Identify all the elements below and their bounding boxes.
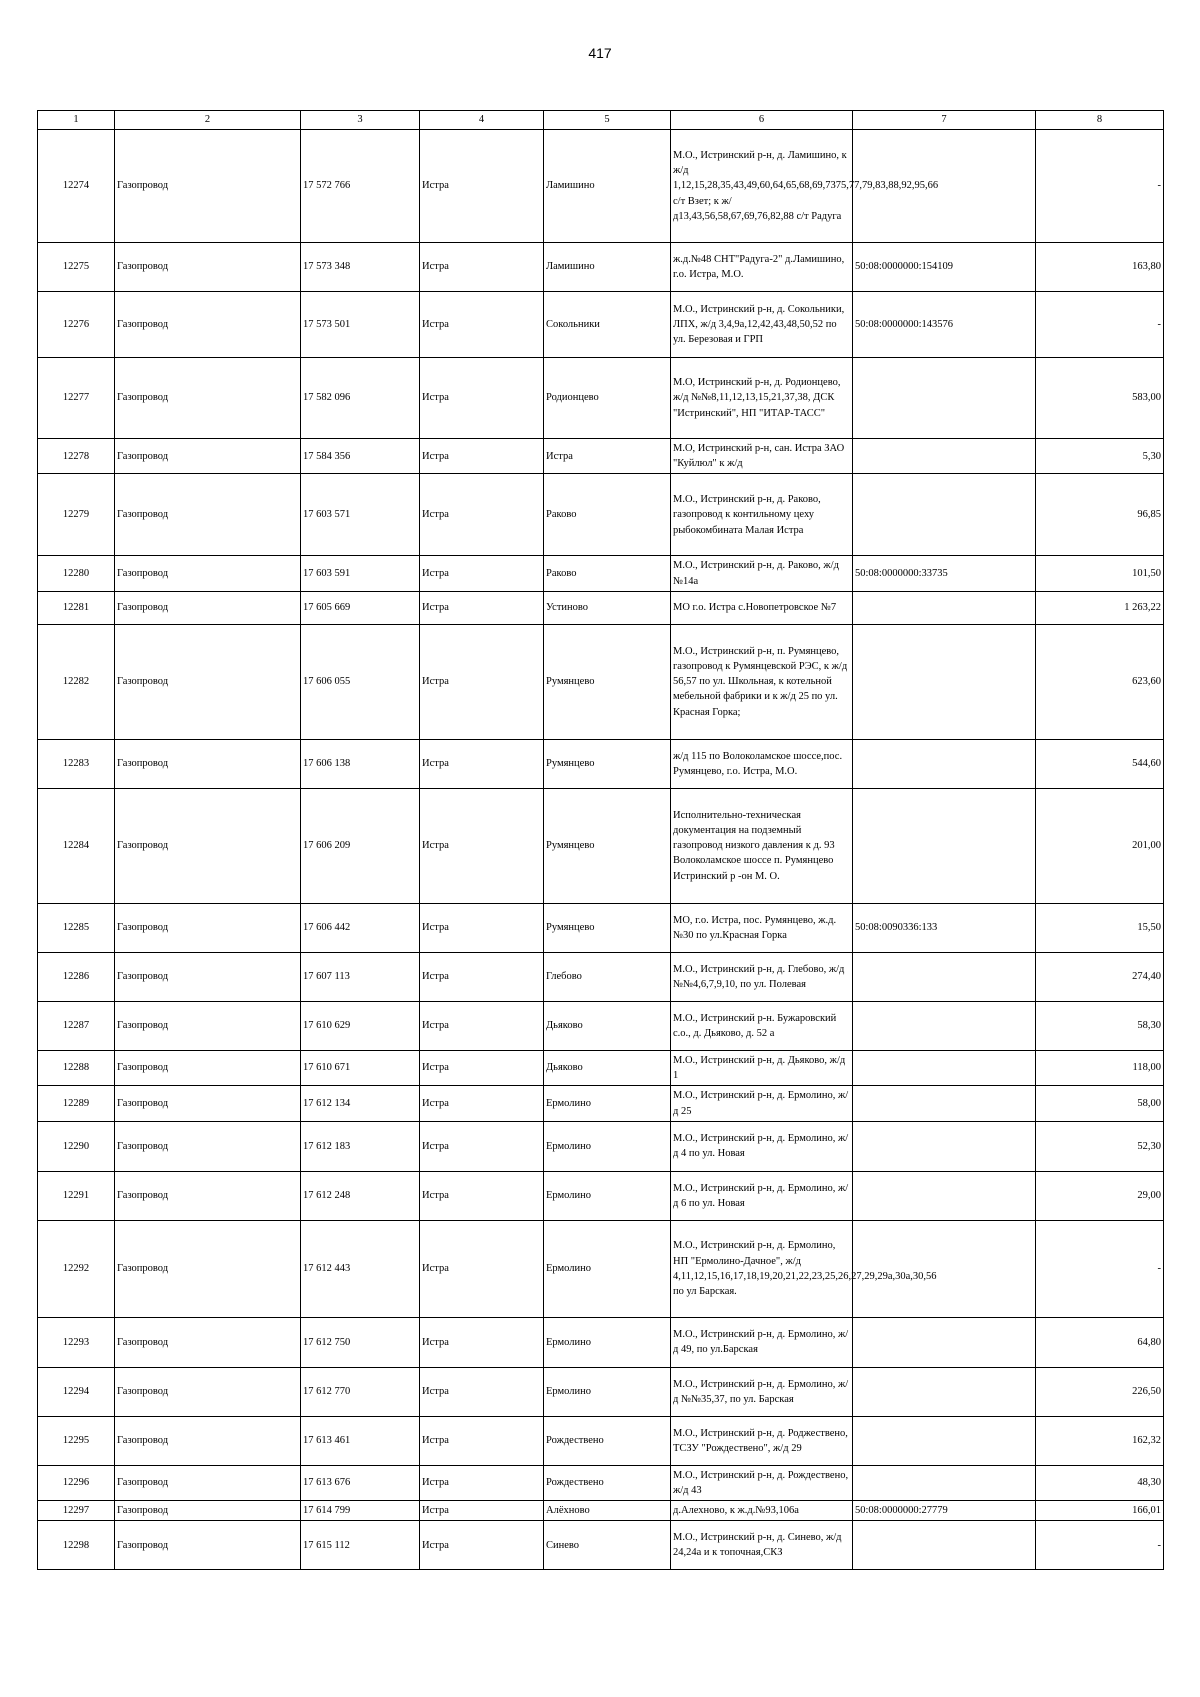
row-number-cell: 12278 <box>38 439 115 474</box>
address-cell: М.О, Истринский р-н, сан. Истра ЗАО "Куйлюл" к ж/д <box>671 439 853 474</box>
district-cell: Истра <box>420 1220 544 1317</box>
object-code-cell: 17 612 248 <box>301 1171 420 1220</box>
amount-cell: 64,80 <box>1036 1317 1164 1367</box>
row-number-cell: 12283 <box>38 739 115 788</box>
cadastral-number-cell: 50:08:0090336:133 <box>853 903 1036 952</box>
table-row <box>38 1171 1164 1220</box>
table-row <box>38 1001 1164 1050</box>
object-code-cell: 17 573 501 <box>301 292 420 358</box>
district-cell: Истра <box>420 1050 544 1085</box>
table-row <box>38 1367 1164 1416</box>
locality-cell: Рождествено <box>544 1416 671 1465</box>
registry-table <box>37 110 1164 1570</box>
table-row <box>38 243 1164 292</box>
row-number-cell: 12297 <box>38 1501 115 1521</box>
locality-cell: Ламишино <box>544 243 671 292</box>
locality-cell: Румянцево <box>544 788 671 903</box>
table-row <box>38 1465 1164 1500</box>
object-code-cell: 17 603 571 <box>301 474 420 556</box>
cadastral-number-cell <box>853 1001 1036 1050</box>
address-cell: ж/д 115 по Волоколамское шоссе,пос. Румянцево, г.о. Истра, М.О. <box>671 739 853 788</box>
amount-cell: 226,50 <box>1036 1367 1164 1416</box>
cadastral-number-cell <box>853 439 1036 474</box>
locality-cell: Устиново <box>544 591 671 624</box>
address-cell: М.О., Истринский р-н, д. Дьяково, ж/д 1 <box>671 1050 853 1085</box>
table-row <box>38 474 1164 556</box>
object-code-cell: 17 610 629 <box>301 1001 420 1050</box>
locality-cell: Дьяково <box>544 1050 671 1085</box>
amount-cell: - <box>1036 292 1164 358</box>
district-cell: Истра <box>420 1367 544 1416</box>
cadastral-number-cell <box>853 1465 1036 1500</box>
table-row <box>38 1501 1164 1521</box>
district-cell: Истра <box>420 439 544 474</box>
locality-cell: Ермолино <box>544 1220 671 1317</box>
object-code-cell: 17 605 669 <box>301 591 420 624</box>
locality-cell: Ермолино <box>544 1171 671 1220</box>
object-code-cell: 17 606 055 <box>301 624 420 739</box>
cadastral-number-cell <box>853 591 1036 624</box>
object-code-cell: 17 607 113 <box>301 952 420 1001</box>
district-cell: Истра <box>420 788 544 903</box>
district-cell: Истра <box>420 130 544 243</box>
address-cell: М.О., Истринский р-н, д. Роджествено, ТСЗУ "Рождествено", ж/д 29 <box>671 1416 853 1465</box>
row-number-cell: 12284 <box>38 788 115 903</box>
object-type-cell: Газопровод <box>115 1171 301 1220</box>
object-type-cell: Газопровод <box>115 1220 301 1317</box>
amount-cell: - <box>1036 1220 1164 1317</box>
amount-cell: 96,85 <box>1036 474 1164 556</box>
amount-cell: 58,00 <box>1036 1086 1164 1121</box>
table-row <box>38 439 1164 474</box>
cadastral-number-cell <box>853 624 1036 739</box>
address-cell: Исполнительно-техническая документация на подземный газопровод низкого давления к д. 93 Волоколамское шоссе п. Румянцево Истринский р -он М. О. <box>671 788 853 903</box>
table-row <box>38 1416 1164 1465</box>
district-cell: Истра <box>420 1171 544 1220</box>
locality-cell: Румянцево <box>544 624 671 739</box>
cadastral-number-cell <box>853 1050 1036 1085</box>
locality-cell: Глебово <box>544 952 671 1001</box>
locality-cell: Алёхново <box>544 1501 671 1521</box>
row-number-cell: 12274 <box>38 130 115 243</box>
amount-cell: 5,30 <box>1036 439 1164 474</box>
row-number-cell: 12289 <box>38 1086 115 1121</box>
address-cell: д.Алехново, к ж.д.№93,106а <box>671 1501 853 1521</box>
cadastral-number-cell <box>853 1086 1036 1121</box>
address-cell: М.О, Истринский р-н, д. Родионцево, ж/д №№8,11,12,13,15,21,37,38, ДСК "Истринский", НП "ИТАР-ТАСС" <box>671 358 853 439</box>
address-cell: М.О., Истринский р-н, д. Сокольники, ЛПХ, ж/д 3,4,9а,12,42,43,48,50,52 по ул. Березовая и ГРП <box>671 292 853 358</box>
amount-cell: - <box>1036 130 1164 243</box>
locality-cell: Румянцево <box>544 739 671 788</box>
address-cell: М.О., Истринский р-н, д. Ермолино, НП "Ермолино-Дачное", ж/д 4,11,12,15,16,17,18,19,20,21,22,23,25,26,27,29,29а,30а,30,56 по ул Барская. <box>671 1220 853 1317</box>
object-type-cell: Газопровод <box>115 739 301 788</box>
object-type-cell: Газопровод <box>115 1416 301 1465</box>
amount-cell: 583,00 <box>1036 358 1164 439</box>
cadastral-number-cell <box>853 1521 1036 1570</box>
amount-cell: 29,00 <box>1036 1171 1164 1220</box>
locality-cell: Ермолино <box>544 1367 671 1416</box>
amount-cell: 15,50 <box>1036 903 1164 952</box>
address-cell: М.О., Истринский р-н, д. Ермолино, ж/д 25 <box>671 1086 853 1121</box>
object-code-cell: 17 582 096 <box>301 358 420 439</box>
object-code-cell: 17 612 770 <box>301 1367 420 1416</box>
address-cell: МО, г.о. Истра, пос. Румянцево, ж.д.№30 по ул.Красная Горка <box>671 903 853 952</box>
district-cell: Истра <box>420 1501 544 1521</box>
address-cell: М.О., Истринский р-н, д. Рождествено, ж/д 43 <box>671 1465 853 1500</box>
district-cell: Истра <box>420 591 544 624</box>
object-code-cell: 17 584 356 <box>301 439 420 474</box>
row-number-cell: 12286 <box>38 952 115 1001</box>
cadastral-number-cell <box>853 952 1036 1001</box>
amount-cell: 48,30 <box>1036 1465 1164 1500</box>
locality-cell: Ламишино <box>544 130 671 243</box>
address-cell: М.О., Истринский р-н, д. Ламишино, к ж/д 1,12,15,28,35,43,49,60,64,65,68,69,7375,77,79,83,88,92,95,66 с/т Взет; к ж/д13,43,56,58,67,69,76,82,88 с/т Радуга <box>671 130 853 243</box>
address-cell: ж.д.№48 СНТ"Радуга-2" д.Ламишино, г.о. Истра, М.О. <box>671 243 853 292</box>
table-row <box>38 1121 1164 1171</box>
row-number-cell: 12288 <box>38 1050 115 1085</box>
district-cell: Истра <box>420 292 544 358</box>
object-type-cell: Газопровод <box>115 1521 301 1570</box>
district-cell: Истра <box>420 1001 544 1050</box>
amount-cell: 162,32 <box>1036 1416 1164 1465</box>
table-row <box>38 739 1164 788</box>
column-header: 7 <box>853 111 1036 130</box>
object-code-cell: 17 612 750 <box>301 1317 420 1367</box>
amount-cell: 58,30 <box>1036 1001 1164 1050</box>
district-cell: Истра <box>420 243 544 292</box>
table-row <box>38 292 1164 358</box>
locality-cell: Дьяково <box>544 1001 671 1050</box>
locality-cell: Истра <box>544 439 671 474</box>
object-type-cell: Газопровод <box>115 1086 301 1121</box>
cadastral-number-cell: 50:08:0000000:27779 <box>853 1501 1036 1521</box>
amount-cell: 623,60 <box>1036 624 1164 739</box>
amount-cell: 544,60 <box>1036 739 1164 788</box>
amount-cell: 118,00 <box>1036 1050 1164 1085</box>
locality-cell: Ермолино <box>544 1086 671 1121</box>
amount-cell: 201,00 <box>1036 788 1164 903</box>
address-cell: М.О., Истринский р-н, д. Ермолино, ж/д 49, по ул.Барская <box>671 1317 853 1367</box>
cadastral-number-cell <box>853 739 1036 788</box>
object-type-cell: Газопровод <box>115 788 301 903</box>
district-cell: Истра <box>420 739 544 788</box>
amount-cell: 52,30 <box>1036 1121 1164 1171</box>
object-code-cell: 17 612 183 <box>301 1121 420 1171</box>
object-code-cell: 17 613 461 <box>301 1416 420 1465</box>
district-cell: Истра <box>420 1086 544 1121</box>
row-number-cell: 12296 <box>38 1465 115 1500</box>
amount-cell: 101,50 <box>1036 556 1164 591</box>
row-number-cell: 12280 <box>38 556 115 591</box>
row-number-cell: 12276 <box>38 292 115 358</box>
object-code-cell: 17 615 112 <box>301 1521 420 1570</box>
column-header: 1 <box>38 111 115 130</box>
table-row <box>38 1521 1164 1570</box>
address-cell: М.О., Истринский р-н, д. Раково, ж/д №14а <box>671 556 853 591</box>
table-row <box>38 591 1164 624</box>
district-cell: Истра <box>420 952 544 1001</box>
row-number-cell: 12295 <box>38 1416 115 1465</box>
column-header: 8 <box>1036 111 1164 130</box>
table-row <box>38 952 1164 1001</box>
column-header: 3 <box>301 111 420 130</box>
amount-cell: 274,40 <box>1036 952 1164 1001</box>
object-code-cell: 17 612 134 <box>301 1086 420 1121</box>
object-type-cell: Газопровод <box>115 130 301 243</box>
address-cell: М.О., Истринский р-н, д. Раково, газопровод к контильному цеху рыбокомбината Малая Истра <box>671 474 853 556</box>
address-cell: М.О., Истринский р-н, д. Ермолино, ж/д 6 по ул. Новая <box>671 1171 853 1220</box>
address-cell: МО г.о. Истра с.Новопетровское №7 <box>671 591 853 624</box>
locality-cell: Раково <box>544 474 671 556</box>
address-cell: М.О., Истринский р-н, д. Синево, ж/д 24,24а и к топочная,СКЗ <box>671 1521 853 1570</box>
address-cell: М.О., Истринский р-н, д. Ермолино, ж/д №№35,37, по ул. Барская <box>671 1367 853 1416</box>
row-number-cell: 12285 <box>38 903 115 952</box>
district-cell: Истра <box>420 1121 544 1171</box>
locality-cell: Рождествено <box>544 1465 671 1500</box>
page-number: 417 <box>588 45 612 61</box>
district-cell: Истра <box>420 624 544 739</box>
row-number-cell: 12292 <box>38 1220 115 1317</box>
column-header: 6 <box>671 111 853 130</box>
amount-cell: 1 263,22 <box>1036 591 1164 624</box>
district-cell: Истра <box>420 1416 544 1465</box>
district-cell: Истра <box>420 1521 544 1570</box>
row-number-cell: 12281 <box>38 591 115 624</box>
table-row <box>38 130 1164 243</box>
locality-cell: Синево <box>544 1521 671 1570</box>
object-code-cell: 17 614 799 <box>301 1501 420 1521</box>
cadastral-number-cell <box>853 358 1036 439</box>
row-number-cell: 12291 <box>38 1171 115 1220</box>
object-code-cell: 17 573 348 <box>301 243 420 292</box>
cadastral-number-cell <box>853 1367 1036 1416</box>
cadastral-number-cell <box>853 1317 1036 1367</box>
row-number-cell: 12275 <box>38 243 115 292</box>
object-type-cell: Газопровод <box>115 624 301 739</box>
object-type-cell: Газопровод <box>115 591 301 624</box>
locality-cell: Румянцево <box>544 903 671 952</box>
object-type-cell: Газопровод <box>115 903 301 952</box>
table-row <box>38 788 1164 903</box>
table-row <box>38 1317 1164 1367</box>
object-type-cell: Газопровод <box>115 474 301 556</box>
district-cell: Истра <box>420 1465 544 1500</box>
amount-cell: 166,01 <box>1036 1501 1164 1521</box>
object-type-cell: Газопровод <box>115 952 301 1001</box>
locality-cell: Ермолино <box>544 1317 671 1367</box>
object-code-cell: 17 606 442 <box>301 903 420 952</box>
object-code-cell: 17 606 138 <box>301 739 420 788</box>
row-number-cell: 12282 <box>38 624 115 739</box>
row-number-cell: 12279 <box>38 474 115 556</box>
cadastral-number-cell: 50:08:0000000:143576 <box>853 292 1036 358</box>
cadastral-number-cell <box>853 474 1036 556</box>
object-code-cell: 17 613 676 <box>301 1465 420 1500</box>
district-cell: Истра <box>420 358 544 439</box>
table-row <box>38 556 1164 591</box>
table-row <box>38 1086 1164 1121</box>
locality-cell: Родионцево <box>544 358 671 439</box>
cadastral-number-cell <box>853 1416 1036 1465</box>
locality-cell: Сокольники <box>544 292 671 358</box>
row-number-cell: 12298 <box>38 1521 115 1570</box>
column-number-row <box>38 111 1164 130</box>
cadastral-number-cell <box>853 1220 1036 1317</box>
table-row <box>38 1220 1164 1317</box>
object-type-cell: Газопровод <box>115 1501 301 1521</box>
column-header: 4 <box>420 111 544 130</box>
district-cell: Истра <box>420 1317 544 1367</box>
cadastral-number-cell <box>853 788 1036 903</box>
address-cell: М.О., Истринский р-н, д. Ермолино, ж/д 4 по ул. Новая <box>671 1121 853 1171</box>
locality-cell: Ермолино <box>544 1121 671 1171</box>
table-row <box>38 358 1164 439</box>
object-type-cell: Газопровод <box>115 1317 301 1367</box>
object-code-cell: 17 606 209 <box>301 788 420 903</box>
address-cell: М.О., Истринский р-н. Бужаровский с.о., д. Дьяково, д. 52 а <box>671 1001 853 1050</box>
object-type-cell: Газопровод <box>115 292 301 358</box>
district-cell: Истра <box>420 903 544 952</box>
object-code-cell: 17 572 766 <box>301 130 420 243</box>
object-type-cell: Газопровод <box>115 1121 301 1171</box>
table-row <box>38 903 1164 952</box>
district-cell: Истра <box>420 556 544 591</box>
amount-cell: - <box>1036 1521 1164 1570</box>
address-cell: М.О., Истринский р-н, п. Румянцево, газопровод к Румянцевской РЭС, к ж/д 56,57 по ул. Школьная, к котельной мебельной фабрики и к ж/д 25 по ул. Красная Горка; <box>671 624 853 739</box>
amount-cell: 163,80 <box>1036 243 1164 292</box>
object-type-cell: Газопровод <box>115 243 301 292</box>
locality-cell: Раково <box>544 556 671 591</box>
district-cell: Истра <box>420 474 544 556</box>
cadastral-number-cell: 50:08:0000000:154109 <box>853 243 1036 292</box>
row-number-cell: 12290 <box>38 1121 115 1171</box>
row-number-cell: 12277 <box>38 358 115 439</box>
object-type-cell: Газопровод <box>115 1001 301 1050</box>
object-type-cell: Газопровод <box>115 1050 301 1085</box>
row-number-cell: 12293 <box>38 1317 115 1367</box>
address-cell: М.О., Истринский р-н, д. Глебово, ж/д №№4,6,7,9,10, по ул. Полевая <box>671 952 853 1001</box>
object-code-cell: 17 612 443 <box>301 1220 420 1317</box>
cadastral-number-cell <box>853 1121 1036 1171</box>
object-code-cell: 17 610 671 <box>301 1050 420 1085</box>
column-header: 5 <box>544 111 671 130</box>
object-type-cell: Газопровод <box>115 1465 301 1500</box>
object-type-cell: Газопровод <box>115 439 301 474</box>
object-type-cell: Газопровод <box>115 1367 301 1416</box>
row-number-cell: 12287 <box>38 1001 115 1050</box>
column-header: 2 <box>115 111 301 130</box>
row-number-cell: 12294 <box>38 1367 115 1416</box>
cadastral-number-cell <box>853 1171 1036 1220</box>
object-type-cell: Газопровод <box>115 358 301 439</box>
cadastral-number-cell: 50:08:0000000:33735 <box>853 556 1036 591</box>
object-code-cell: 17 603 591 <box>301 556 420 591</box>
table-row <box>38 624 1164 739</box>
table-row <box>38 1050 1164 1085</box>
object-type-cell: Газопровод <box>115 556 301 591</box>
